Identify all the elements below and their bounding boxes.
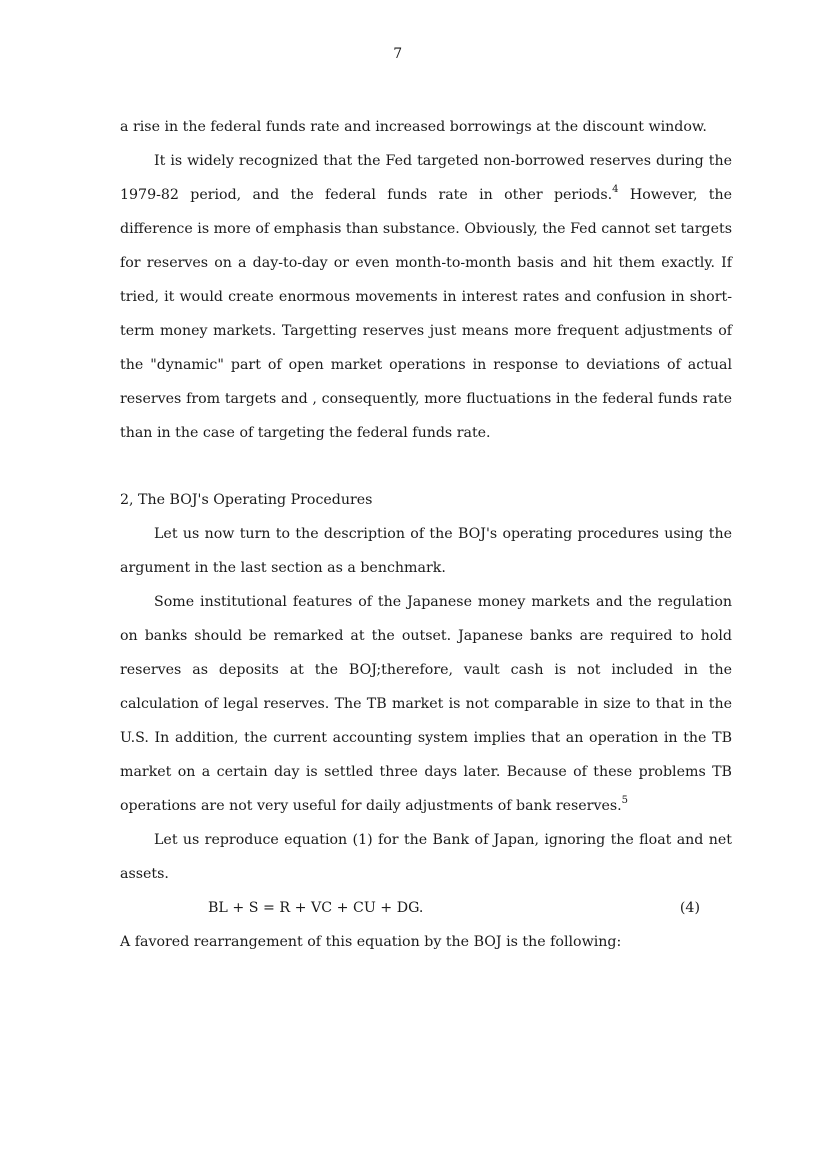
paragraph-rearrangement: A favored rearrangement of this equation by the BOJ is the following: [120,934,622,950]
equation-number: (4) [679,900,700,916]
footnote-marker-5: 5 [621,795,629,806]
equation-4 [120,891,732,925]
document-body [120,110,732,959]
paragraph-emphasis-text: However, the difference is more of emphasis than substance. Obviously, the Fed cannot set targets for reserves on a day-to-day or even month-to-month basis and hit them exactly. If tried, it would create enormous movements in interest rates and confusion in short-term money markets. Targetting reserves just means more frequent adjustments of the "dynamic" part of open market operations in response to deviations of actual reserves from targets and , consequently, more fluctuations in the federal funds rate than in the case of targeting the federal funds rate. [120,187,733,441]
paragraph-fed-targets [120,144,732,450]
paragraph-boj-intro: Let us now turn to the description of the BOJ's operating procedures using the argument in the last section as a benchmark. [120,526,732,576]
paragraph-continuation: a rise in the federal funds rate and increased borrowings at the discount window. [120,119,707,135]
paragraph-fed-targets-text: It is widely recognized that the Fed targeted non-borrowed reserves during the 1979-82 period, and the federal funds rate in other periods. [120,153,732,203]
page-number: 7 [393,46,403,62]
paragraph-institutional-text: Some institutional features of the Japanese money markets and the regulation on banks should be remarked at the outset. Japanese banks are required to hold reserves as deposits at the BOJ;therefore, vault cash is not included in the calculation of legal reserves. The TB market is not comparable in size to that in the U.S. In addition, the current accounting system implies that an operation in the TB market on a certain day is settled three days later. Because of these problems TB operations are not very useful for daily adjustments of bank reserves. [120,594,732,814]
paragraph-institutional-features [120,585,732,823]
equation-text: BL + S = R + VC + CU + DG. [208,900,424,916]
paragraph-equation-intro: Let us reproduce equation (1) for the Bank of Japan, ignoring the float and net assets. [120,832,732,882]
section-heading: 2, The BOJ's Operating Procedures [120,492,373,508]
footnote-marker-4: 4 [612,184,619,195]
